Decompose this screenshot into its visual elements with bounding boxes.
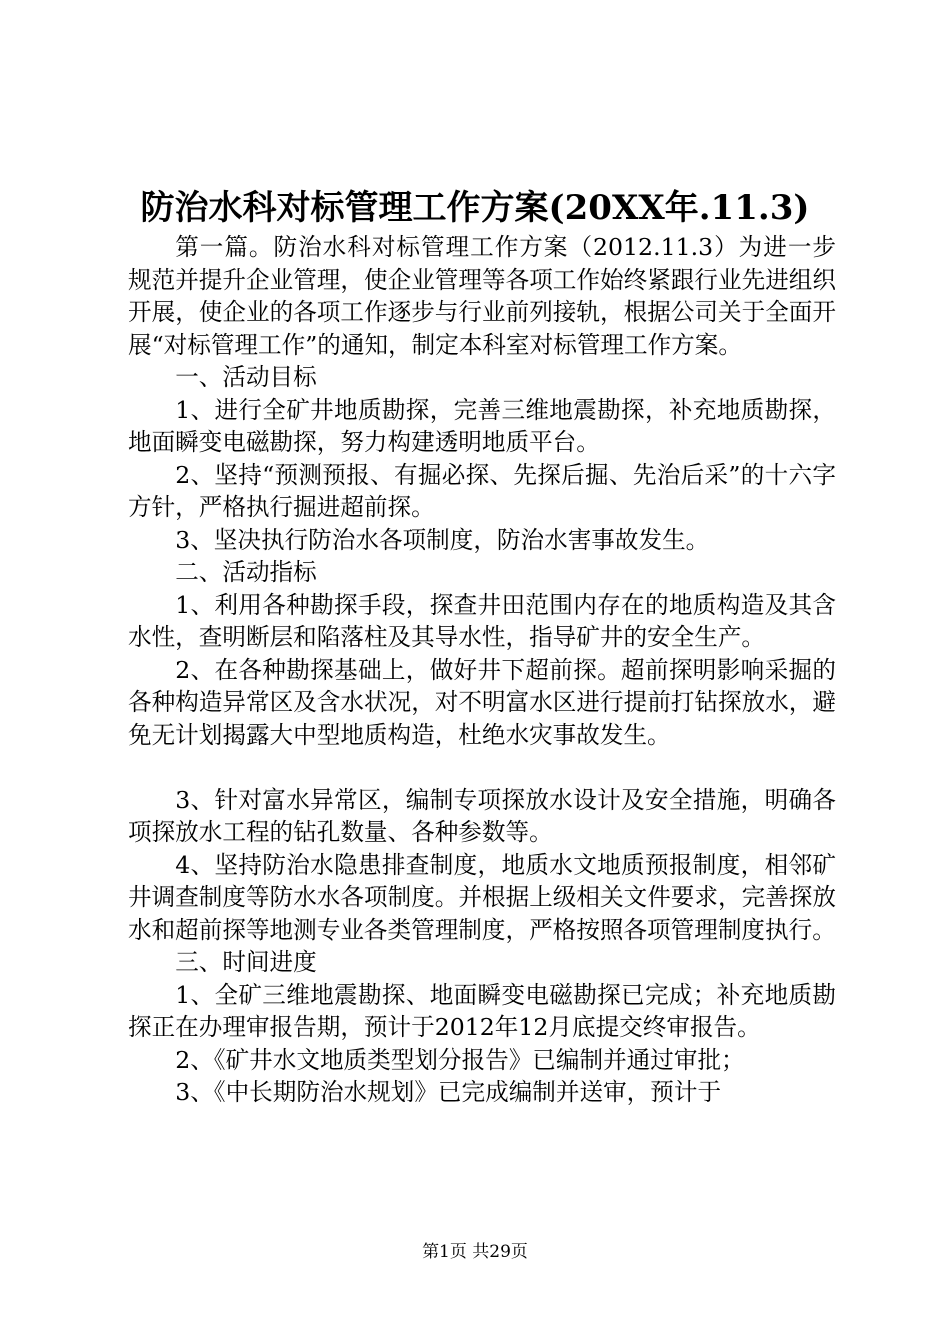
- blank-line: [128, 751, 836, 784]
- heading-activity-goals: 一、活动目标: [175, 363, 317, 391]
- paragraph-schedule-2: 2、《矿井水文地质类型划分报告》已编制并通过审批；: [175, 1045, 745, 1074]
- paragraph-goal-3: 3、坚决执行防治水各项制度，防治水害事故发生。: [175, 525, 710, 554]
- paragraph-schedule-3: 3、《中长期防治水规划》已完成编制并送审，预计于: [175, 1078, 722, 1106]
- paragraph-schedule-1: 1、全矿三维地震勘探、地面瞬变电磁勘探已完成；补充地质勘探正在办理审报告期，预计于2012年12月底提交终审报告。: [128, 980, 836, 1041]
- heading-activity-indicators: 二、活动指标: [175, 558, 317, 586]
- paragraph-indicator-2: 2、在各种勘探基础上，做好井下超前探。超前探明影响采掘的各种构造异常区及含水状况，对不明富水区进行提前打钻探放水，避免无计划揭露大中型地质构造，杜绝水灾事故发生。: [128, 655, 836, 749]
- document-title: 防治水科对标管理工作方案(20XX年.11.3): [140, 188, 810, 228]
- paragraph-goal-1: 1、进行全矿井地质勘探，完善三维地震勘探，补充地质勘探，地面瞬变电磁勘探，努力构建透明地质平台。: [128, 395, 836, 456]
- paragraph-indicator-4: 4、坚持防治水隐患排查制度，地质水文地质预报制度，相邻矿井调查制度等防水水各项制度。并根据上级相关文件要求，完善探放水和超前探等地测专业各类管理制度，严格按照各项管理制度执行。: [128, 850, 836, 944]
- paragraph-intro: 第一篇。防治水科对标管理工作方案（2012.11.3）为进一步规范并提升企业管理，使企业管理等各项工作始终紧跟行业先进组织开展，使企业的各项工作逐步与行业前列接轨，根据公司关于全面开展“对标管理工作”的通知，制定本科室对标管理工作方案。: [128, 233, 836, 359]
- paragraph-indicator-3: 3、针对富水异常区，编制专项探放水设计及安全措施，明确各项探放水工程的钻孔数量、各种参数等。: [128, 785, 836, 846]
- heading-time-schedule: 三、时间进度: [175, 948, 317, 976]
- paragraph-goal-2: 2、坚持“预测预报、有掘必探、先探后掘、先治后采”的十六字方针，严格执行掘进超前探。: [128, 460, 836, 521]
- document-body: [128, 231, 836, 1109]
- page-number-footer: 第1页 共29页: [422, 1242, 528, 1262]
- paragraph-indicator-1: 1、利用各种勘探手段，探查井田范围内存在的地质构造及其含水性，查明断层和陷落柱及其导水性，指导矿井的安全生产。: [128, 590, 836, 651]
